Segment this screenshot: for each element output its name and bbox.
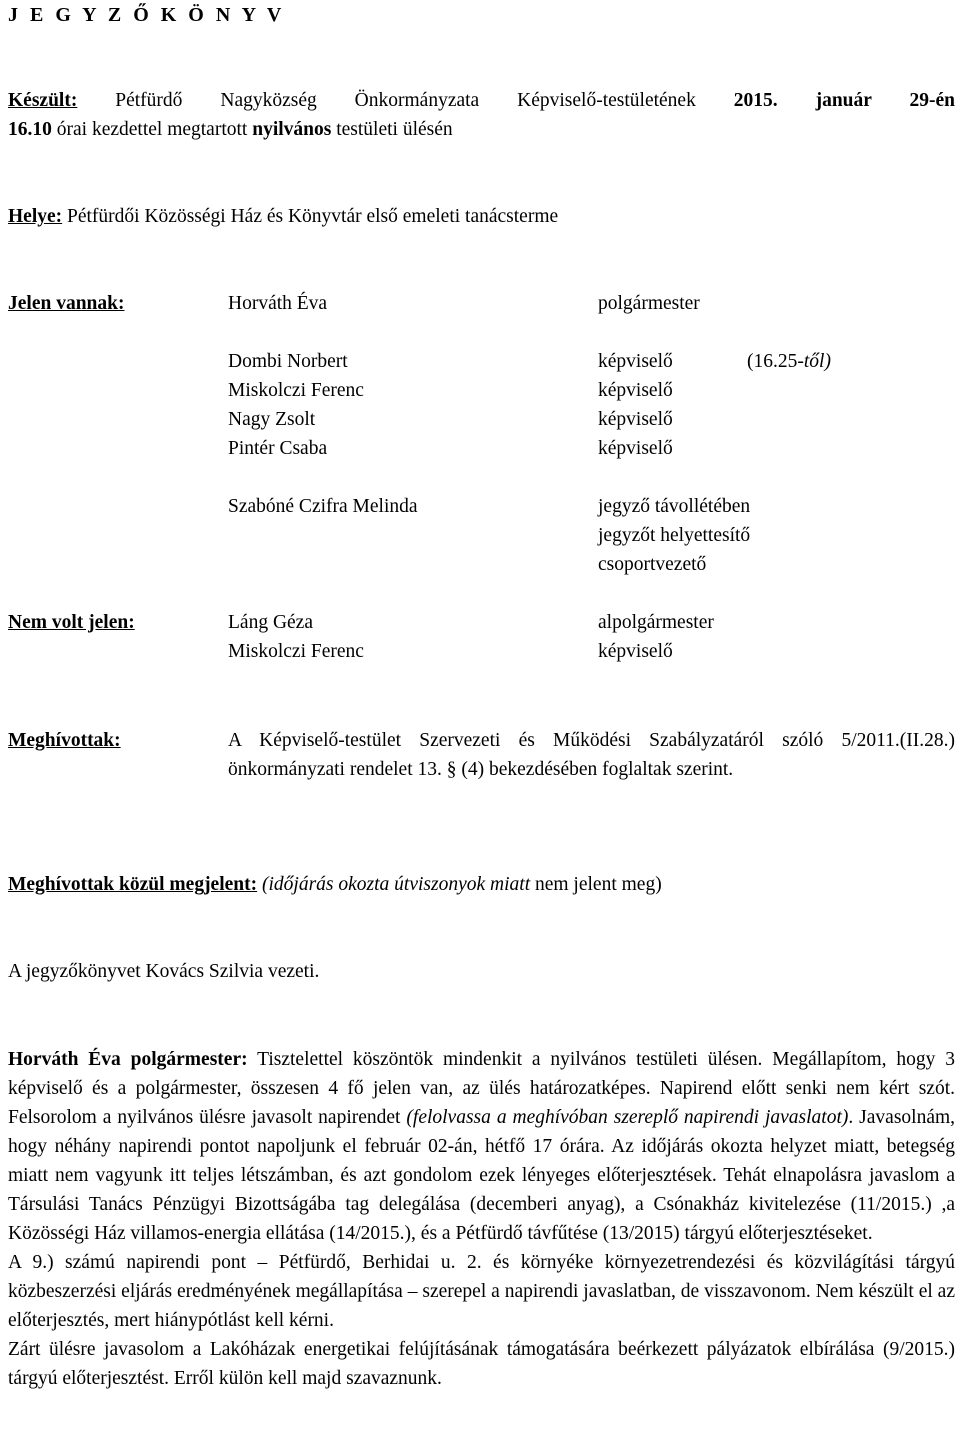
jelen-role-1: képviselő — [598, 351, 673, 372]
speech-paragraph-1 — [8, 1045, 955, 1248]
jelen-role-3: képviselő — [598, 409, 673, 430]
nem-volt-name-0: Láng Géza — [228, 612, 313, 633]
helye-text: Pétfürdői Közösségi Ház és Könyvtár első emeleti tanácsterme — [67, 206, 559, 227]
jelen-extra-role-2: csoportvezető — [598, 554, 707, 575]
speech-paragraph-3: Zárt ülésre javasolom a Lakóházak energetikai felújításának támogatására beérkezett pályázatok elbírálása (9/2015.) tárgyú előterjesztést. Erről külön kell majd szavaznunk. — [8, 1339, 955, 1389]
jelen-name-0: Horváth Éva — [228, 293, 328, 314]
megjelent-line — [8, 870, 662, 899]
meghivottak-text: A Képviselő-testület Szervezeti és Működési Szabályzatáról szóló 5/2011.(II.28.) önkormányzati rendelet 13. § (4) bekezdésében foglaltak szerint. — [228, 730, 955, 780]
keszult-date: 2015. január 29-én — [733, 90, 956, 111]
speech-speaker: Horváth Éva polgármester: — [8, 1049, 248, 1070]
nem-volt-role-1: képviselő — [598, 641, 673, 662]
jelen-label: Jelen vannak: — [8, 293, 125, 314]
keszult-line-2 — [8, 115, 453, 144]
jelen-name-2: Miskolczi Ferenc — [228, 380, 364, 401]
jelen-note-time: (16.25- — [747, 351, 804, 372]
document-title: J E G Y Z Ő K Ö N Y V — [8, 4, 285, 26]
speech-p1-part-b: . Javasolnám, hogy néhány napirendi pontot napoljunk el február 02-án, hétfő 17 órára. Az időjárás okozta helyzet miatt, betegség miatt nem vagyunk itt teljes létszámban, és azt gondolom ezek lényeges előterjesztések. Tehát elnapolásra javaslom a Társulási Tanács Pénzügyi Bizottságába tag delegálása (decemberi anyag), a Csónakház kivitelezése (11/2015.) ,a Közösségi Ház villamos-energia ellátása (14/2015.), és a Pétfürdő távfűtése (13/2015) tárgyú előterjesztéseket. — [8, 1107, 956, 1244]
jelen-note-1 — [747, 347, 831, 376]
jelen-role-0: polgármester — [598, 293, 700, 314]
jelen-note-tol: től) — [803, 351, 831, 372]
nem-volt-name-1: Miskolczi Ferenc — [228, 641, 364, 662]
megjelent-italic: (időjárás okozta útviszonyok miatt — [262, 874, 531, 895]
keszult-text: Pétfürdő Nagyközség Önkormányzata Képviselő-testületének — [115, 90, 696, 111]
speech-p1-part-a: Tisztelettel köszöntök mindenkit a nyilvános testületi ülésen. Megállapítom, hogy 3 képviselő és a polgármester, összesen 4 fő jelen van, az ülés határozatképes. Napirend előtt senki nem kért szót. Felsorolom a nyilvános ülésre javasolt napirendet — [8, 1049, 956, 1128]
keszult-label: Készült: — [8, 90, 78, 111]
jelen-name-3: Nagy Zsolt — [228, 409, 316, 430]
jelen-role-4: képviselő — [598, 438, 673, 459]
jelen-extra-name: Szabóné Czifra Melinda — [228, 496, 418, 517]
jegyzokonyv-vezeto: A jegyzőkönyvet Kovács Szilvia vezeti. — [8, 961, 320, 982]
megjelent-rest: nem jelent meg) — [534, 874, 662, 895]
keszult-nyilvanos: nyilvános — [252, 119, 332, 140]
speech-block — [8, 1045, 955, 1393]
jelen-extra-role-1: jegyzőt helyettesítő — [598, 525, 751, 546]
speech-paragraph-2: A 9.) számú napirendi pont – Pétfürdő, Berhidai u. 2. és környéke környezetrendezési és közvilágítási tárgyú közbeszerzési eljárás eredményének megállapítása – szerepel a napirendi javaslatban, de visszavonom. Nem készült el az előterjesztés, mert hiánypótlást kell kérni. — [8, 1252, 955, 1331]
nem-volt-label: Nem volt jelen: — [8, 612, 135, 633]
jelen-role-2: képviselő — [598, 380, 673, 401]
keszult-text-2: órai kezdettel megtartott — [56, 119, 248, 140]
keszult-line-1 — [8, 86, 955, 115]
helye-line — [8, 202, 558, 231]
megjelent-label: Meghívottak közül megjelent: — [8, 874, 258, 895]
speech-p1-italic: (felolvassa a meghívóban szereplő napirendi javaslatot) — [406, 1107, 849, 1128]
keszult-time: 16.10 — [8, 119, 52, 140]
keszult-text-3: testületi ülésén — [336, 119, 453, 140]
jelen-name-1: Dombi Norbert — [228, 351, 348, 372]
jelen-name-4: Pintér Csaba — [228, 438, 328, 459]
meghivottak-label: Meghívottak: — [8, 730, 121, 751]
helye-label: Helye: — [8, 206, 63, 227]
jelen-extra-role-0: jegyző távollétében — [598, 496, 751, 517]
nem-volt-role-0: alpolgármester — [598, 612, 714, 633]
